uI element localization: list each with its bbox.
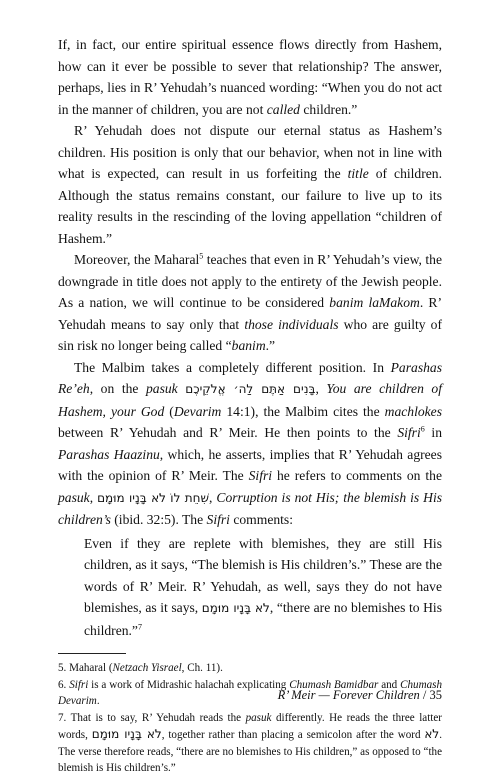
text-run: between R’ Yehudah and R’ Meir. He then points to the <box>58 425 398 440</box>
text-run: in <box>424 425 442 440</box>
text-run: , which, he asserts, implies that R’ Yehudah agrees with the opinion of R’ Meir. The <box>58 446 442 483</box>
italic-run: Chumash Devarim <box>58 678 443 707</box>
italic-run: Sifri <box>206 512 230 527</box>
italic-run: Sifri <box>248 468 273 483</box>
hebrew-text: שִׁחֵת לוֹ לֹא בָּנָיו מוּמָם <box>97 490 210 505</box>
text-run: The Malbim takes a completely different position. In <box>74 359 391 375</box>
text-run: , <box>209 489 217 505</box>
sifri-block-quote <box>58 533 442 642</box>
italic-run: Devarim <box>173 403 222 419</box>
italic-run: title <box>347 166 369 181</box>
italic-run: Corruption is not His; the blemish is His children’s <box>58 489 443 527</box>
text-run: and <box>378 678 401 691</box>
paragraph-4 <box>58 357 442 531</box>
italic-run: Sifri <box>69 678 89 691</box>
footnote-7 <box>58 710 442 777</box>
italic-run: machlokes <box>384 403 443 419</box>
footer-separator: / <box>419 688 430 702</box>
running-footer <box>278 688 442 703</box>
footnote-ref: 6 <box>420 424 425 434</box>
text-run: Even if they are replete with blemishes, they are still His children, as it says, “The blemish is His children’s.” These are the words of R’ Meir. R’ Yehudah, as well, says they do not have blemishes, as it says, <box>84 535 442 615</box>
text-run: . <box>96 695 100 707</box>
text-run: comments: <box>229 512 294 527</box>
hebrew-text: לֹא בָּנָיו מוּמָם <box>91 727 162 741</box>
italic-run: Netzach Yisrael <box>112 662 182 674</box>
italic-run: Parashas Haazinu <box>58 446 160 462</box>
italic-run: pasuk <box>145 381 178 396</box>
page-number: 35 <box>429 688 442 702</box>
page-body <box>58 34 442 777</box>
text-run: , <box>89 489 98 505</box>
italic-run: Parashas Re’eh <box>58 359 442 396</box>
text-run: 14:1), the Malbim cites the <box>221 403 385 419</box>
text-run: R’ Yehudah does not dispute our eternal status as Hashem’s children. His position is only that our behavior, when not in line with what is expected, can result in us forfeiting the <box>58 123 442 181</box>
italic-run: pasuk <box>58 489 90 505</box>
paragraph-3 <box>58 249 442 357</box>
text-run: of children. Although the status remains constant, our failure to live up to its reality results in the rescinding of the loving appellation “children of Hashem.” <box>58 166 442 246</box>
text-run: 5. Maharal ( <box>58 662 113 674</box>
italic-run: You are children of Hashem, your God <box>58 381 442 419</box>
italic-run: pasuk <box>245 711 272 724</box>
text-run: 7. That is to say, R’ Yehudah reads the <box>58 711 246 724</box>
italic-run: called <box>266 101 300 117</box>
text-run: , <box>315 381 327 396</box>
text-run: is a work of Midrashic halachah explicating <box>88 678 290 691</box>
text-run: .” <box>265 338 276 353</box>
paragraph-1 <box>58 34 442 120</box>
italic-run: Chumash Bamidbar <box>289 678 379 691</box>
text-run: 6. <box>58 678 70 691</box>
italic-run: banim <box>231 338 266 353</box>
text-run: differently. He reads the three latter words, <box>58 711 442 741</box>
text-run: who are guilty of sin risk no longer being called “ <box>58 316 442 353</box>
text-run: ( <box>164 403 174 419</box>
text-run: children.” <box>299 101 358 117</box>
running-title: R’ Meir — Forever Children <box>277 688 420 702</box>
text-run: , Ch. 11). <box>181 662 223 674</box>
italic-run: banim laMakom <box>329 295 420 310</box>
text-run: If, in fact, our entire spiritual essence flows directly from Hashem, how can it ever be possible to sever that relationship? The answer, perhaps, lies in R’ Yehudah’s nuanced wording: “When you do not act in the manner of children, you are not <box>58 37 442 117</box>
italic-run: Sifri <box>397 425 421 440</box>
text-run: , “there are no blemishes to His children.” <box>84 600 442 638</box>
text-run: , on the <box>89 381 146 396</box>
text-run: Moreover, the Maharal <box>74 252 200 267</box>
text-run: teaches that even in R’ Yehudah’s view, the downgrade in title does not apply to the entirety of the Jewish people. As a nation, we will continue to be considered <box>58 252 442 310</box>
footnote-5 <box>58 660 442 677</box>
footnote-ref: 7 <box>137 621 142 631</box>
paragraph-2 <box>58 120 442 249</box>
footnote-divider <box>58 653 126 654</box>
text-run: . R’ Yehudah means to say only that <box>58 295 442 332</box>
text-run: , together rather than placing a semicolon after the word <box>161 729 425 741</box>
italic-run: those individuals <box>244 316 339 332</box>
text-run: he refers to comments on the <box>272 468 442 483</box>
hebrew-text: בָּנִים אַתֶּם לַה׳ אֱלֹקֵיכֶם <box>185 382 316 396</box>
hebrew-text: לֹא <box>424 727 440 741</box>
footnote-ref: 5 <box>199 251 204 261</box>
text-run: . The verse therefore reads, “there are no blemishes to His children,” as opposed to “the blemish is His children’s.” <box>58 729 443 774</box>
text-run: (ibid. 32:5). The <box>110 512 207 527</box>
hebrew-text: לֹא בָּנָיו מוּמָם <box>201 601 270 615</box>
